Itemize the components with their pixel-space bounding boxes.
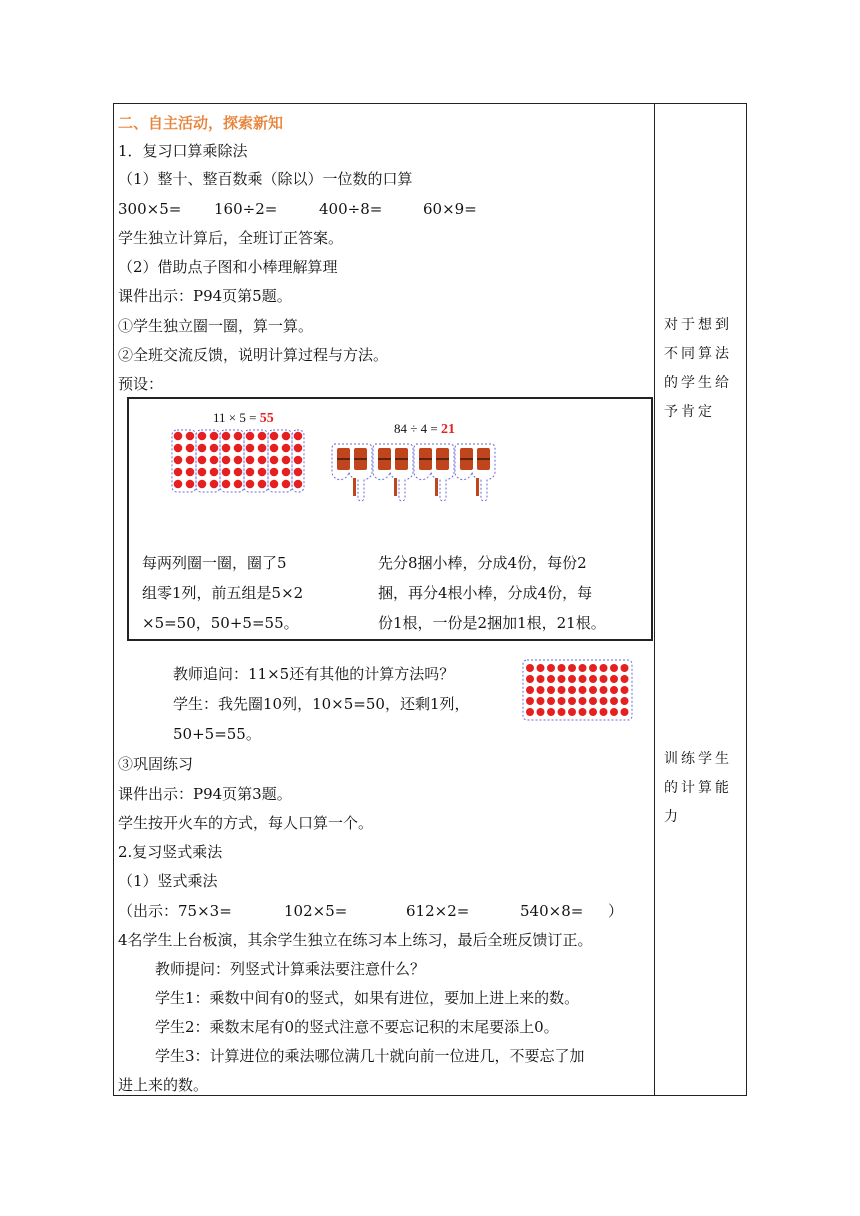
line-vertical: （1）竖式乘法 [118,872,218,890]
dot [294,432,303,441]
dot [270,444,279,453]
dot [222,432,231,441]
dot [258,468,267,477]
dot [258,444,267,453]
student3-answer: 学生3：计算进位的乘法哪位满几十就向前一位进几，不要忘了加 [155,1047,585,1065]
dot [526,708,534,716]
dot [282,456,291,465]
dot [547,686,555,694]
dot [621,697,629,705]
dot [198,456,207,465]
dot [600,675,608,683]
vertical-eq-3: 612×2= [406,902,470,920]
dot [198,444,207,453]
dot [579,675,587,683]
line-courseware-3: 课件出示：P94页第3题。 [118,785,292,803]
dot [568,675,576,683]
stick-bundles-figure [330,438,495,508]
dot [198,480,207,489]
dot [547,664,555,672]
dot [174,456,183,465]
dot [198,432,207,441]
student3-answer-cont: 进上来的数。 [118,1076,209,1094]
vertical-eq-4: 540×8= [520,902,584,920]
dot [186,444,195,453]
dot [579,708,587,716]
line-vertical-review: 2.复习竖式乘法 [118,843,223,861]
dot [589,708,597,716]
dots-caption: 每两列圈一圈，圈了5 组零1列，前五组是5×2 ×5=50，50+5=55。 [142,554,304,632]
line-feedback: ②全班交流反馈，说明计算过程与方法。 [118,346,389,364]
teacher-question: 教师追问：11×5还有其他的计算方法吗？ [173,665,455,683]
dot [610,686,618,694]
line-dot-stick: （2）借助点子图和小棒理解算理 [118,258,338,276]
dot-grid-10-columns [522,659,634,721]
student2-answer: 学生2：乘数末尾有0的竖式注意不要忘记积的末尾要添上0。 [155,1018,559,1036]
dot [270,456,279,465]
line-oral-type: （1）整十、整百数乘（除以）一位数的口算 [118,170,413,188]
dot [558,697,566,705]
dot [198,468,207,477]
dot [222,444,231,453]
dot [526,675,534,683]
dot [234,480,243,489]
dot [186,456,195,465]
dot [579,686,587,694]
dot [282,468,291,477]
line-board: 4名学生上台板演，其余学生独立在练习本上练习，最后全班反馈订正。 [118,931,593,949]
dot [210,480,219,489]
dot [600,697,608,705]
dot [621,675,629,683]
dot [547,697,555,705]
dot [526,697,534,705]
dot [558,675,566,683]
sticks-equation: 84 ÷ 4 = 21 [394,421,455,437]
dot [589,675,597,683]
dot [558,708,566,716]
dot [610,697,618,705]
dot [222,468,231,477]
dot [258,456,267,465]
dot [568,664,576,672]
dot [600,664,608,672]
dot [589,697,597,705]
single-stick [394,478,397,496]
line-courseware-5: 课件出示：P94页第5题。 [118,287,292,305]
side-note-affirm: 对于想到 不同算法 的学生给 予肯定 [664,317,732,420]
oral-eq-2: 160÷2= [214,200,278,218]
dot [526,686,534,694]
single-stick [353,478,356,496]
dot [222,456,231,465]
dot [621,708,629,716]
dot [568,686,576,694]
dot [294,468,303,477]
dot [537,675,545,683]
dot [610,675,618,683]
dot [210,468,219,477]
side-note-train: 训练学生 的计算能 力 [664,751,732,825]
dot [579,664,587,672]
dot [186,432,195,441]
dot [210,444,219,453]
teacher-ask: 教师提问：列竖式计算乘法要注意什么？ [155,960,426,978]
dot [282,480,291,489]
line-oral-review: 1．复习口算乘除法 [118,142,248,160]
line-independent: 学生独立计算后，全班订正答案。 [118,229,344,247]
dot [547,708,555,716]
dot [258,480,267,489]
dot [579,697,587,705]
oral-eq-4: 60×9= [423,200,477,218]
dot [558,664,566,672]
dot [186,480,195,489]
dot [621,686,629,694]
dot [174,468,183,477]
dot [558,686,566,694]
dot [568,708,576,716]
dot [568,697,576,705]
dot [621,664,629,672]
dot [246,456,255,465]
line-train: 学生按开火车的方式，每人口算一个。 [118,814,374,832]
vertical-eq-1: （出示：75×3= [118,902,232,920]
dot [174,444,183,453]
vertical-eq-close: ） [608,902,624,920]
student-answer: 学生：我先圈10列，10×5=50，还剩1列， [173,695,470,713]
oral-eq-3: 400÷8= [319,200,383,218]
oral-eq-1: 300×5= [118,200,182,218]
dot [258,432,267,441]
dot [547,675,555,683]
dot [234,432,243,441]
dot [537,697,545,705]
dot [186,468,195,477]
dot [210,432,219,441]
dot [234,468,243,477]
dot [246,432,255,441]
dot [537,708,545,716]
dots-equation: 11 × 5 = 55 [213,410,274,426]
dot [282,432,291,441]
dot [294,456,303,465]
dot [270,432,279,441]
sticks-caption: 先分8捆小棒，分成4份，每份2 捆，再分4根小棒，分成4份，每 份1根，一份是2捆加1根，21根。 [378,554,606,632]
dot-array-figure [170,428,310,512]
line-practice: ③巩固练习 [118,755,194,773]
dot [600,708,608,716]
dot [610,708,618,716]
dot [246,480,255,489]
vertical-eq-2: 102×5= [284,902,348,920]
dot [246,444,255,453]
dot [270,468,279,477]
dot [537,664,545,672]
dot [537,686,545,694]
dot [210,456,219,465]
dot [174,432,183,441]
section-title: 二、自主活动，探索新知 [118,114,284,132]
dot [589,686,597,694]
student-answer-cont: 50+5=55。 [173,725,261,743]
dot [174,480,183,489]
dot [600,686,608,694]
dot [294,480,303,489]
single-stick [435,478,438,496]
dot [234,444,243,453]
dot [282,444,291,453]
dot [270,480,279,489]
single-stick [476,478,479,496]
dot [610,664,618,672]
dot [589,664,597,672]
dot [222,480,231,489]
line-preset: 预设： [118,375,164,393]
column-divider [654,103,655,1096]
dot [234,456,243,465]
line-circle: ①学生独立圈一圈，算一算。 [118,317,314,335]
student1-answer: 学生1：乘数中间有0的竖式，如果有进位，要加上进上来的数。 [155,989,580,1007]
dot [294,444,303,453]
dot [246,468,255,477]
dot [526,664,534,672]
